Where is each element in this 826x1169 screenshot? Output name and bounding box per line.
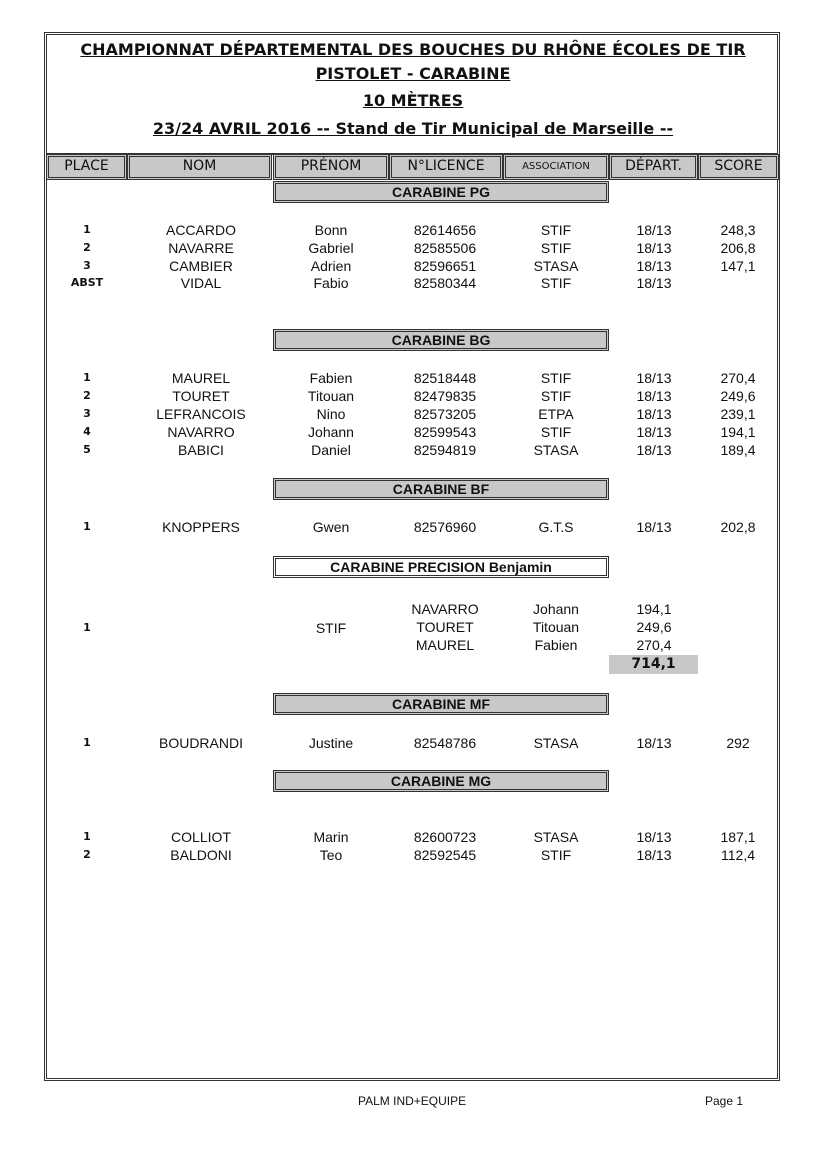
licence-cell: 82518448 [413, 370, 477, 386]
footer-label: PALM IND+EQUIPE [358, 1094, 467, 1108]
result-row [0, 221, 826, 239]
column-header-association: ASSOCIATION [503, 154, 609, 180]
section-title-carabine-pg: CARABINE PG [273, 181, 609, 203]
association-cell: STIF [540, 370, 572, 386]
result-row [0, 518, 826, 536]
prenom-cell: Titouan [307, 388, 355, 404]
score-cell: 249,6 [720, 388, 756, 404]
member-score-cell: 249,6 [636, 619, 672, 635]
team-total-score: 714,1 [609, 655, 698, 674]
place-cell: 1 [83, 736, 91, 749]
depart-cell: 18/13 [636, 240, 672, 256]
depart-cell: 18/13 [636, 258, 672, 274]
score-cell: 112,4 [721, 847, 755, 863]
depart-cell: 18/13 [636, 406, 672, 422]
result-row [0, 405, 826, 423]
result-row [0, 274, 826, 292]
licence-cell: 82585506 [413, 240, 477, 256]
score-cell: 194,1 [720, 424, 756, 440]
score-cell: 270,4 [720, 370, 756, 386]
member-prenom-cell: Fabien [534, 637, 578, 653]
prenom-cell: Johann [308, 424, 354, 440]
prenom-cell: Bonn [314, 222, 348, 238]
score-cell: 239,1 [720, 406, 756, 422]
nom-cell: ACCARDO [165, 222, 236, 238]
association-cell: STIF [540, 275, 572, 291]
team-member-row [0, 636, 826, 654]
nom-cell: TOURET [172, 388, 230, 404]
licence-cell: 82548786 [413, 735, 477, 751]
association-cell: G.T.S [538, 519, 574, 535]
column-header-nom: NOM [127, 154, 272, 180]
nom-cell: BABICI [178, 442, 224, 458]
licence-cell: 82580344 [413, 275, 477, 291]
member-score-cell: 194,1 [636, 601, 672, 617]
licence-cell: 82479835 [413, 388, 477, 404]
nom-cell: LEFRANCOIS [156, 406, 246, 422]
section-title-carabine-bg: CARABINE BG [273, 329, 609, 351]
nom-cell: MAUREL [171, 370, 231, 386]
column-header-licence: N°LICENCE [389, 154, 503, 180]
result-row [0, 441, 826, 459]
member-prenom-cell: Johann [533, 601, 579, 617]
association-cell: STASA [533, 735, 579, 751]
prenom-cell: Fabio [313, 275, 349, 291]
event-date-location: 23/24 AVRIL 2016 -- Stand de Tir Municipal de Marseille -- [152, 119, 674, 138]
depart-cell: 18/13 [636, 442, 672, 458]
association-cell: STIF [540, 388, 572, 404]
place-cell: 1 [83, 371, 91, 384]
team-member-row [0, 618, 826, 636]
depart-cell: 18/13 [636, 275, 672, 291]
result-row [0, 423, 826, 441]
licence-cell: 82600723 [413, 829, 477, 845]
score-cell: 292 [726, 735, 750, 751]
score-cell: 248,3 [720, 222, 756, 238]
score-cell: 206,8 [720, 240, 756, 256]
column-header-place: PLACE [46, 154, 127, 180]
association-cell: STIF [540, 240, 572, 256]
page-title: CHAMPIONNAT DÉPARTEMENTAL DES BOUCHES DU RHÔNE ÉCOLES DE TIR [80, 40, 746, 59]
prenom-cell: Justine [308, 735, 354, 751]
depart-cell: 18/13 [636, 829, 672, 845]
column-header-score: SCORE [698, 154, 779, 180]
prenom-cell: Gwen [312, 519, 350, 535]
depart-cell: 18/13 [636, 370, 672, 386]
depart-cell: 18/13 [636, 519, 672, 535]
prenom-cell: Adrien [310, 258, 352, 274]
prenom-cell: Gabriel [308, 240, 354, 256]
licence-cell: 82576960 [413, 519, 477, 535]
member-nom-cell: TOURET [416, 619, 474, 635]
page-subtitle: PISTOLET - CARABINE [315, 64, 511, 83]
licence-cell: 82599543 [413, 424, 477, 440]
association-cell: STASA [533, 442, 579, 458]
section-title-carabine-mf: CARABINE MF [273, 693, 609, 715]
prenom-cell: Teo [319, 847, 343, 863]
team-club-cell: STIF [315, 620, 347, 636]
result-row [0, 734, 826, 752]
result-row [0, 846, 826, 864]
result-row [0, 387, 826, 405]
nom-cell: CAMBIER [169, 258, 233, 274]
score-cell: 202,8 [720, 519, 756, 535]
section-title-carabine-mg: CARABINE MG [273, 770, 609, 792]
place-cell: 1 [83, 520, 91, 533]
result-row [0, 369, 826, 387]
page-number: Page 1 [705, 1094, 744, 1108]
association-cell: ETPA [538, 406, 574, 422]
team-place-cell: 1 [83, 621, 91, 634]
score-cell: 189,4 [720, 442, 756, 458]
licence-cell: 82594819 [413, 442, 477, 458]
result-row [0, 239, 826, 257]
section-title-carabine-bf: CARABINE BF [273, 478, 609, 500]
column-header-prenom: PRÉNOM [273, 154, 389, 180]
prenom-cell: Marin [313, 829, 349, 845]
prenom-cell: Fabien [309, 370, 353, 386]
nom-cell: NAVARRE [168, 240, 234, 256]
place-cell: ABST [70, 276, 104, 289]
place-cell: 2 [83, 389, 91, 402]
team-member-row [0, 600, 826, 618]
depart-cell: 18/13 [636, 388, 672, 404]
prenom-cell: Daniel [311, 442, 351, 458]
place-cell: 2 [83, 241, 91, 254]
score-cell: 187,1 [720, 829, 756, 845]
nom-cell: BALDONI [170, 847, 232, 863]
licence-cell: 82592545 [413, 847, 477, 863]
column-header-depart: DÉPART. [609, 154, 698, 180]
member-prenom-cell: Titouan [532, 619, 580, 635]
nom-cell: KNOPPERS [162, 519, 240, 535]
nom-cell: VIDAL [180, 275, 222, 291]
place-cell: 3 [83, 407, 91, 420]
place-cell: 2 [83, 848, 91, 861]
licence-cell: 82596651 [413, 258, 477, 274]
place-cell: 1 [83, 223, 91, 236]
association-cell: STASA [533, 829, 579, 845]
licence-cell: 82614656 [413, 222, 477, 238]
member-nom-cell: NAVARRO [411, 601, 479, 617]
depart-cell: 18/13 [636, 424, 672, 440]
association-cell: STASA [533, 258, 579, 274]
nom-cell: BOUDRANDI [158, 735, 243, 751]
score-cell: 147,1 [720, 258, 756, 274]
place-cell: 5 [83, 443, 91, 456]
association-cell: STIF [540, 222, 572, 238]
result-row [0, 257, 826, 275]
place-cell: 4 [83, 425, 91, 438]
prenom-cell: Nino [316, 406, 346, 422]
section-title-precision-benjamin: CARABINE PRECISION Benjamin [273, 556, 609, 578]
association-cell: STIF [540, 847, 572, 863]
depart-cell: 18/13 [636, 735, 672, 751]
place-cell: 3 [83, 259, 91, 272]
depart-cell: 18/13 [636, 222, 672, 238]
licence-cell: 82573205 [413, 406, 477, 422]
association-cell: STIF [540, 424, 572, 440]
member-score-cell: 270,4 [636, 637, 672, 653]
place-cell: 1 [83, 830, 91, 843]
member-nom-cell: MAUREL [415, 637, 475, 653]
nom-cell: COLLIOT [171, 829, 231, 845]
distance-label: 10 MÈTRES [362, 91, 464, 110]
depart-cell: 18/13 [636, 847, 672, 863]
result-row [0, 828, 826, 846]
nom-cell: NAVARRO [167, 424, 235, 440]
